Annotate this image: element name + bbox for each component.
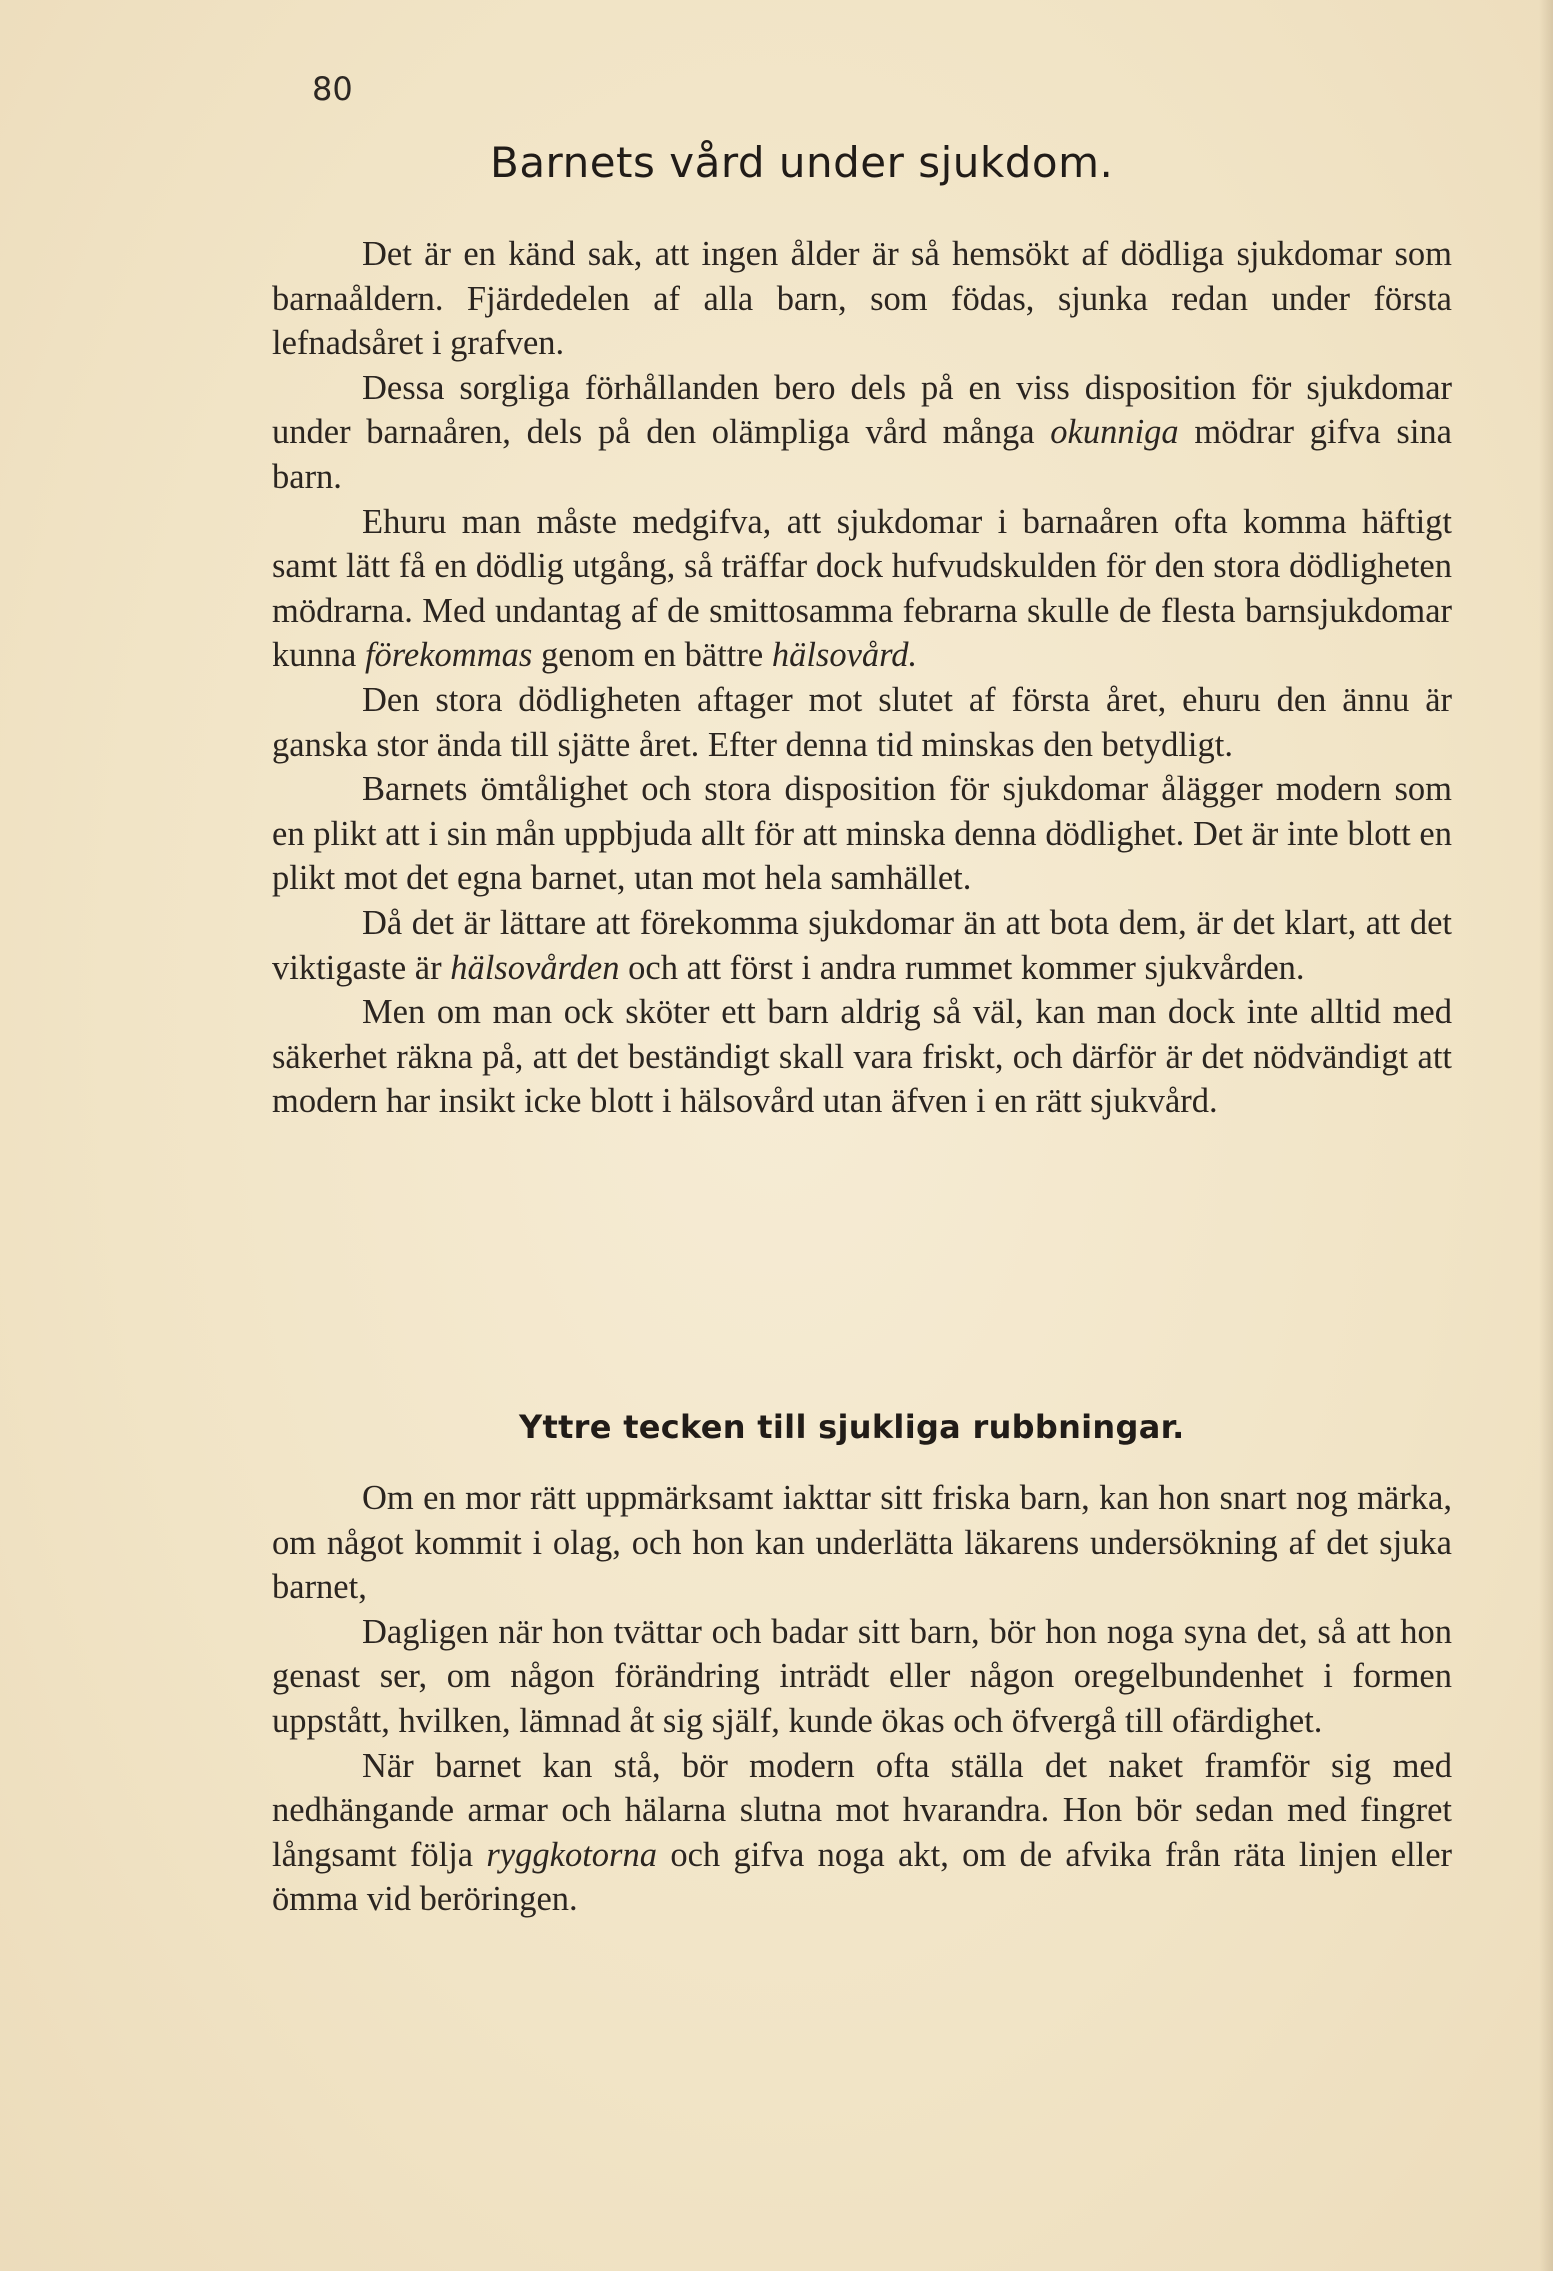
paragraph-3 xyxy=(272,500,1452,678)
paragraph-6 xyxy=(272,901,1452,990)
paragraph-3-emphasis-1: förekommas xyxy=(364,636,533,675)
paragraph-10-text-b: och gifva noga akt, om de afvika från räta linjen eller ömma vid beröringen. xyxy=(272,1835,1452,1919)
paragraph-4 xyxy=(272,678,1452,767)
page-number: 80 xyxy=(312,70,353,108)
paragraph-1-text: Det är en känd sak, att ingen ålder är så hemsökt af dödliga sjukdomar som barnaåldern. Fjärdedelen af alla barn, som födas, sjunka redan under första lefnadsåret i grafven. xyxy=(272,235,1452,363)
paragraph-2-emphasis: okunniga xyxy=(1050,413,1179,452)
paragraph-2-text-a: Dessa sorgliga förhållanden bero dels på en viss disposition för sjukdomar under barnaåren, dels på den olämpliga vård många xyxy=(272,368,1452,452)
paragraph-5 xyxy=(272,767,1452,901)
paragraph-5-text: Barnets ömtålighet och stora disposition för sjukdomar ålägger modern som en plikt att i sin mån uppbjuda allt för att minska denna dödlighet. Det är inte blott en plikt mot det egna barnet, utan mot hela samhället. xyxy=(272,770,1452,898)
paragraph-2 xyxy=(272,366,1452,500)
paragraph-8-text: Om en mor rätt uppmärksamt iakttar sitt friska barn, kan hon snart nog märka, om något kommit i olag, och hon kan underlätta läkarens undersökning af det sjuka barnet, xyxy=(272,1479,1452,1607)
paragraph-10-emphasis: ryggkotorna xyxy=(486,1835,657,1874)
paragraph-7-text: Men om man ock sköter ett barn aldrig så väl, kan man dock inte alltid med säkerhet räkna på, att det beständigt skall vara friskt, och därför är det nödvändigt att modern har insikt icke blott i hälsovård utan äfven i en rätt sjukvård. xyxy=(272,993,1452,1121)
paragraph-7 xyxy=(272,990,1452,1124)
paragraph-2-text-b: mödrar gifva sina barn. xyxy=(272,413,1452,496)
paragraph-6-text-a: Då det är lättare att förekomma sjukdomar än att bota dem, är det klart, att det viktigaste är xyxy=(272,903,1452,987)
paragraph-8 xyxy=(272,1476,1452,1610)
paragraph-3-text-a: Ehuru man måste medgifva, att sjukdomar i barnaåren ofta komma häftigt samt lätt få en dödlig utgång, så träffar dock hufvudskulden för den stora dödligheten mödrarna. Med undantag af de smittosamma febrarna skulle de flesta barnsjukdomar kunna xyxy=(272,502,1452,675)
paragraph-10 xyxy=(272,1744,1452,1922)
body-text-block-2 xyxy=(272,1476,1452,1922)
paragraph-9-text: Dagligen när hon tvättar och badar sitt barn, bör hon noga syna det, så att hon genast ser, om någon förändring inträdt eller någon oregelbundenhet i formen uppstått, hvilken, lämnad åt sig själf, kunde ökas och öfvergå till ofärdighet. xyxy=(272,1612,1452,1740)
section-heading: Yttre tecken till sjukliga rubbningar. xyxy=(519,1408,1185,1446)
body-text-block-1 xyxy=(272,232,1452,1124)
paragraph-3-emphasis-2: hälsovård. xyxy=(771,636,918,675)
paragraph-6-text-b: och att först i andra rummet kommer sjukvården. xyxy=(619,948,1305,987)
paragraph-4-text: Den stora dödligheten aftager mot slutet af första året, ehuru den ännu är ganska stor ända till sjätte året. Efter denna tid minskas den betydligt. xyxy=(272,680,1452,764)
paragraph-3-text-b: genom en bättre xyxy=(532,636,772,675)
paragraph-1 xyxy=(272,232,1452,366)
paragraph-9 xyxy=(272,1610,1452,1744)
chapter-title: Barnets vård under sjukdom. xyxy=(490,138,1114,187)
page-edge-shadow xyxy=(1539,0,1553,2271)
paragraph-10-text-a: När barnet kan stå, bör modern ofta ställa det naket framför sig med nedhängande armar och hälarna slutna mot hvarandra. Hon bör sedan med fingret långsamt följa xyxy=(272,1746,1452,1874)
paragraph-6-emphasis: hälsovården xyxy=(450,948,620,987)
